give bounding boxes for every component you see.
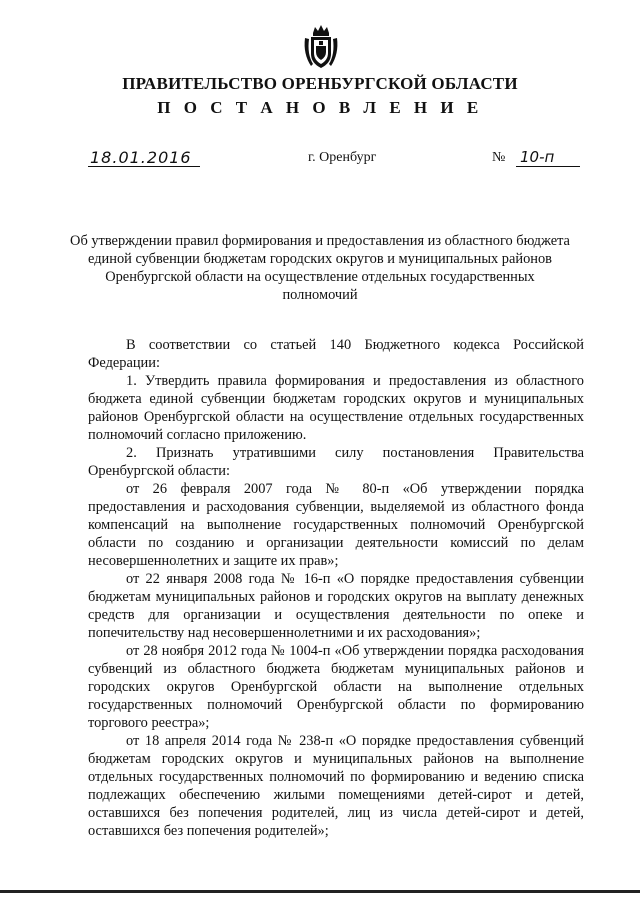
number-label: №: [492, 150, 506, 165]
body-paragraph: 1. Утвердить правила формирования и предоставления из областного бюджета единой субвенции бюджетам городских округов и муниципальных районов Оренбургской области на осуществление отдельных государственных полномочий согласно приложению.: [88, 373, 584, 443]
body-paragraph: от 22 января 2008 года № 16-п «О порядке предоставления субвенции бюджетам муниципальных районов и городских округов на выплату денежных средств для организации и осуществления деятельности по опеке и попечительству над несовершеннолетними и их расходования»;: [88, 571, 584, 641]
page-bottom-rule: [0, 890, 640, 893]
document-city: г. Оренбург: [308, 150, 377, 165]
body-paragraph: от 28 ноября 2012 года № 1004-п «Об утверждении порядка расходования субвенций из областного бюджета бюджетам муниципальных районов и городских округов Оренбургской области на выполнение отдельных государственных полномочий Оренбургской области по формированию торгового реестра»;: [88, 643, 584, 731]
body-paragraph: от 26 февраля 2007 года № 80-п «Об утверждении порядка предоставления и расходования субвенции, выделяемой из областного фонда компенсаций на выполнение государственных полномочий Оренбургской области по созданию и организации деятельности комиссий по делам несовершеннолетних и защите их прав»;: [88, 481, 584, 569]
body-paragraph: 2. Признать утратившими силу постановления Правительства Оренбургской области:: [88, 445, 584, 479]
body-paragraph: от 18 апреля 2014 года № 238-п «О порядке предоставления субвенций бюджетам городских округов и муниципальных районов на выполнение отдельных государственных полномочий по формированию и ведению списка подлежащих обеспечению жилыми помещениями детей-сирот и детей, оставшихся без попечения родителей, лиц из числа детей-сирот и детей, оставшихся без попечения родителей»;: [88, 733, 584, 839]
coat-of-arms-icon: [303, 24, 339, 70]
number-underline: [516, 166, 580, 167]
document-number: 10-п: [520, 148, 555, 166]
document-body: [88, 336, 584, 840]
document-date: 18.01.2016: [90, 148, 192, 167]
body-paragraph: В соответствии со статьей 140 Бюджетного кодекса Российской Федерации:: [88, 337, 584, 371]
date-underline: [88, 166, 200, 167]
document-meta-row: [0, 150, 640, 174]
document-type-heading: П О С Т А Н О В Л Е Н И Е: [157, 98, 483, 117]
government-title: ПРАВИТЕЛЬСТВО ОРЕНБУРГСКОЙ ОБЛАСТИ: [122, 74, 518, 93]
document-subject: Об утверждении правил формирования и предоставления из областного бюджета единой субвенции бюджетам городских округов и муниципальных районов Оренбургской области на осуществление отдельных государственных полномочий: [70, 233, 570, 303]
